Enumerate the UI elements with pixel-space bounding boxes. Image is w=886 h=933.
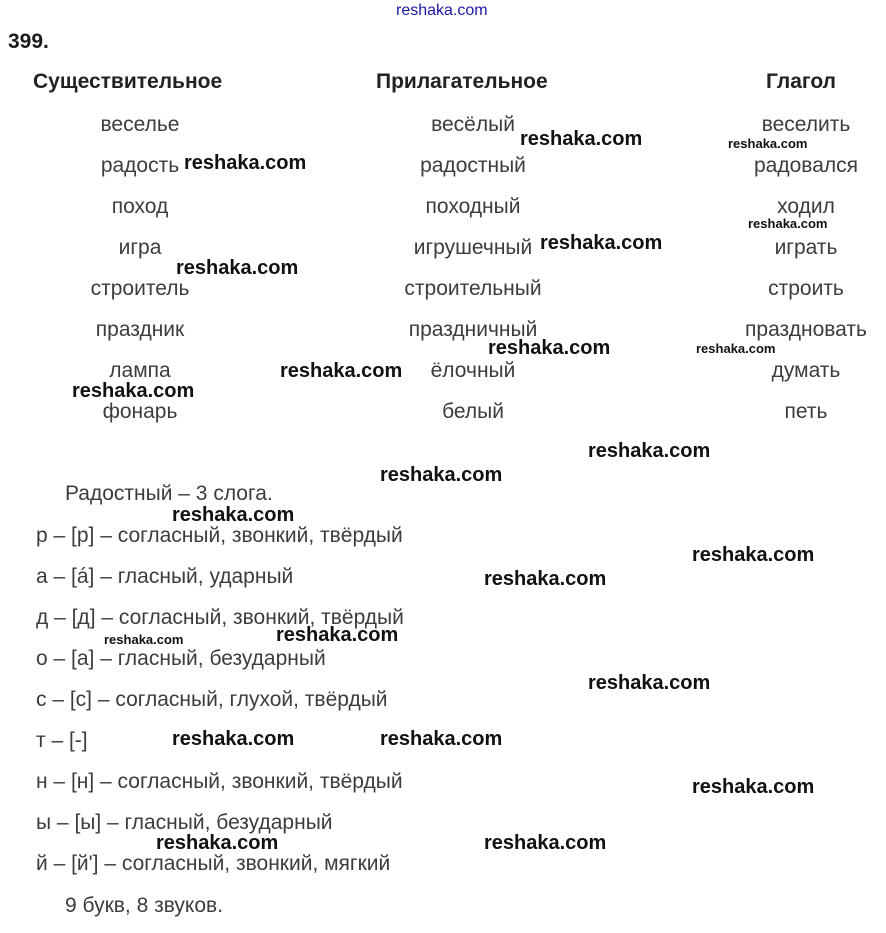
noun-word: лампа — [109, 359, 171, 382]
column-title-verb: Глагол — [766, 70, 836, 93]
verb-word: радовался — [753, 154, 859, 177]
watermark: reshaka.com — [172, 728, 295, 750]
noun-word: праздник — [95, 318, 185, 341]
verb-word: веселить — [761, 113, 851, 136]
verb-word: петь — [784, 400, 828, 423]
column-title-adjective: Прилагательное — [376, 70, 548, 93]
adjective-word: ёлочный — [430, 359, 516, 382]
adjective-word: радостный — [420, 154, 526, 177]
watermark: reshaka.com — [520, 128, 643, 150]
watermark: reshaka.com — [380, 728, 503, 750]
adjective-word: походный — [425, 195, 521, 218]
verb-word: думать — [771, 359, 841, 382]
site-link[interactable]: reshaka.com — [396, 2, 488, 19]
watermark: reshaka.com — [176, 257, 299, 279]
phonetic-line: н – [н] – согласный, звонкий, твёрдый — [36, 770, 403, 793]
watermark: reshaka.com — [696, 341, 776, 356]
phonetic-line: й – [й'] – согласный, звонкий, мягкий — [36, 852, 391, 875]
noun-word: игра — [118, 236, 162, 259]
adjective-word: игрушечный — [413, 236, 533, 259]
phonetic-line: ы – [ы] – гласный, безударный — [36, 811, 333, 834]
watermark: reshaka.com — [276, 624, 399, 646]
watermark: reshaka.com — [692, 544, 815, 566]
watermark: reshaka.com — [184, 152, 307, 174]
watermark: reshaka.com — [728, 136, 808, 151]
adjective-word: белый — [442, 400, 504, 423]
watermark: reshaka.com — [156, 832, 279, 854]
phonetic-line: о – [а] – гласный, безударный — [36, 647, 326, 670]
watermark: reshaka.com — [104, 632, 184, 647]
analysis-summary: 9 букв, 8 звуков. — [65, 894, 224, 917]
watermark: reshaka.com — [72, 380, 195, 402]
watermark: reshaka.com — [588, 440, 711, 462]
verb-word: праздновать — [745, 318, 867, 341]
phonetic-line: д – [д] – согласный, звонкий, твёрдый — [36, 606, 404, 629]
phonetic-line: с – [с] – согласный, глухой, твёрдый — [36, 688, 388, 711]
noun-word: радость — [100, 154, 180, 177]
watermark: reshaka.com — [692, 776, 815, 798]
phonetic-line: т – [-] — [36, 729, 88, 752]
verb-word: строить — [768, 277, 844, 300]
phonetic-line: р – [р] – согласный, звонкий, твёрдый — [36, 524, 403, 547]
noun-word: поход — [111, 195, 169, 218]
verb-word: ходил — [777, 195, 835, 218]
adjective-word: весёлый — [431, 113, 515, 136]
column-title-noun: Существительное — [33, 70, 223, 93]
task-number: 399. — [8, 30, 49, 53]
noun-word: строитель — [90, 277, 190, 300]
watermark: reshaka.com — [172, 504, 295, 526]
watermark: reshaka.com — [588, 672, 711, 694]
verb-word: играть — [774, 236, 838, 259]
noun-word: фонарь — [102, 400, 178, 423]
watermark: reshaka.com — [484, 568, 607, 590]
watermark: reshaka.com — [484, 832, 607, 854]
watermark: reshaka.com — [380, 464, 503, 486]
watermark: reshaka.com — [280, 360, 403, 382]
adjective-word: праздничный — [408, 318, 538, 341]
noun-word: веселье — [100, 113, 180, 136]
phonetic-line: а – [á] – гласный, ударный — [36, 565, 294, 588]
adjective-word: строительный — [404, 277, 542, 300]
watermark: reshaka.com — [540, 232, 663, 254]
analysis-header: Радостный – 3 слога. — [65, 482, 273, 505]
watermark: reshaka.com — [748, 216, 828, 231]
watermark: reshaka.com — [488, 337, 611, 359]
